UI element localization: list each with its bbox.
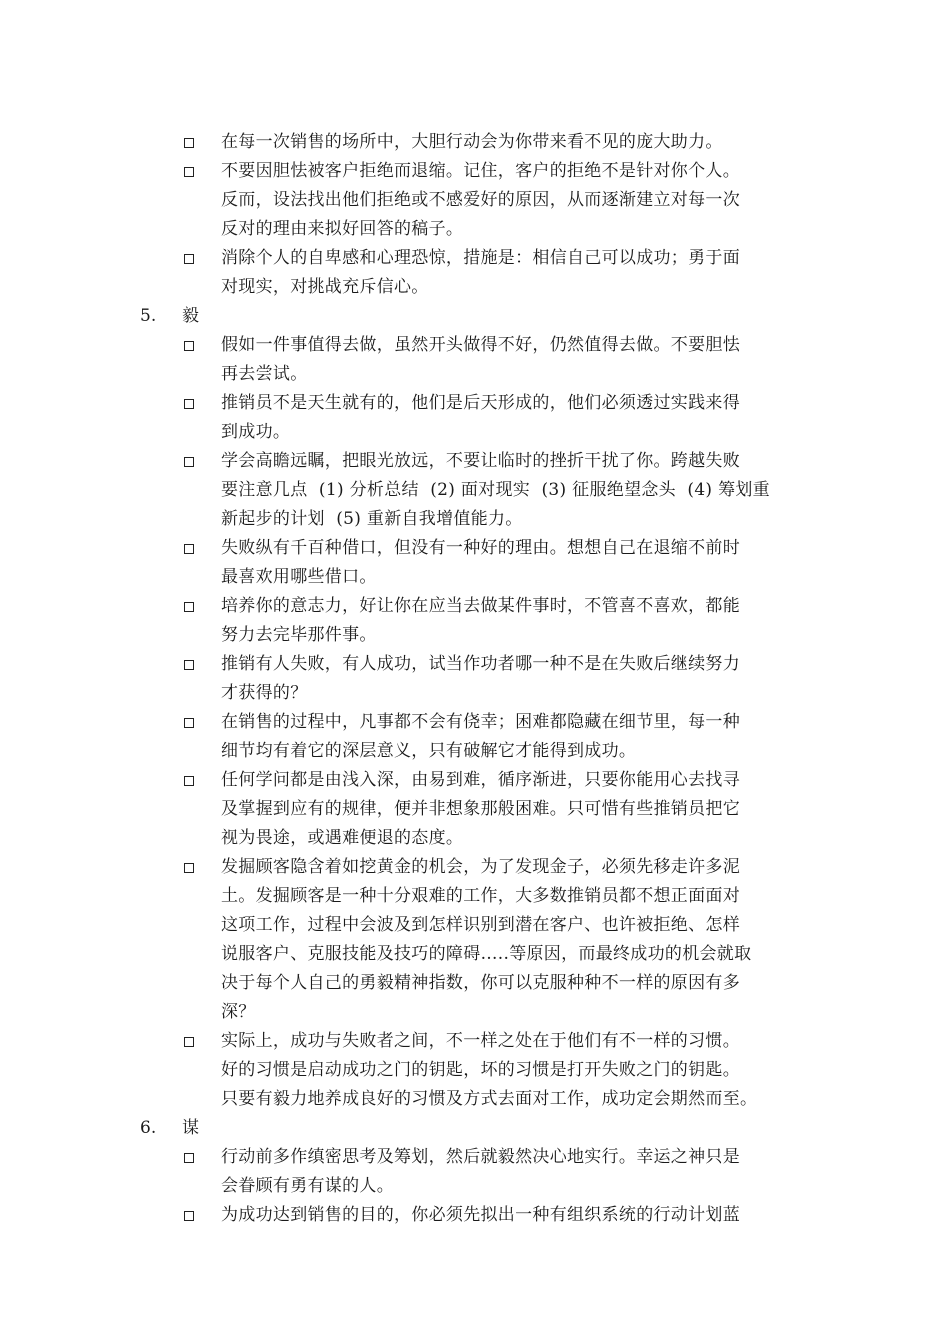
text-line: 会眷顾有勇有谋的人。	[221, 1176, 394, 1196]
text-line: 说服客户、克服技能及技巧的障碍…..等原因，而最终成功的机会就取	[221, 944, 752, 964]
bullet-text	[221, 157, 811, 244]
bullet-text	[221, 708, 811, 766]
square-bullet-icon	[184, 1153, 194, 1163]
text-line: 发掘顾客隐含着如挖黄金的机会，为了发现金子，必须先移走许多泥	[221, 857, 740, 877]
text-line: 决于每个人自己的勇毅精神指数，你可以克服种种不一样的原因有多	[221, 973, 740, 993]
square-bullet-icon	[184, 718, 194, 728]
bullet-text	[221, 853, 811, 1027]
text-line: 行动前多作缜密思考及筹划，然后就毅然决心地实行。幸运之神只是	[221, 1147, 740, 1167]
bullet-text	[221, 447, 811, 534]
section-title: 谋	[182, 1118, 199, 1138]
square-bullet-icon	[184, 399, 194, 409]
bullet-text	[221, 650, 811, 708]
text-line: 到成功。	[221, 422, 291, 442]
text-line: 新起步的计划 (5) 重新自我增值能力。	[221, 509, 523, 529]
section-number: 5.	[140, 306, 157, 326]
text-line: 再去尝试。	[221, 364, 308, 384]
bullet-text	[221, 1201, 811, 1230]
bullet-text	[221, 1027, 811, 1114]
text-line: 对现实，对挑战充斥信心。	[221, 277, 429, 297]
text-line: 在销售的过程中，凡事都不会有侥幸；困难都隐藏在细节里，每一种	[221, 712, 740, 732]
text-line: 深？	[221, 1002, 256, 1022]
text-line: 消除个人的自卑感和心理恐惊，措施是：相信自己可以成功；勇于面	[221, 248, 740, 268]
square-bullet-icon	[184, 602, 194, 612]
text-line: 细节均有着它的深层意义，只有破解它才能得到成功。	[221, 741, 637, 761]
square-bullet-icon	[184, 1037, 194, 1047]
text-line: 假如一件事值得去做，虽然开头做得不好，仍然值得去做。不要胆怯	[221, 335, 740, 355]
text-line: 在每一次销售的场所中，大胆行动会为你带来看不见的庞大助力。	[221, 132, 723, 152]
text-line: 失败纵有千百种借口，但没有一种好的理由。想想自己在退缩不前时	[221, 538, 740, 558]
text-line: 不要因胆怯被客户拒绝而退缩。记住，客户的拒绝不是针对你个人。	[221, 161, 740, 181]
bullet-text	[221, 534, 811, 592]
text-line: 视为畏途，或遇难便退的态度。	[221, 828, 464, 848]
text-line: 任何学问都是由浅入深，由易到难，循序渐进，只要你能用心去找寻	[221, 770, 740, 790]
text-line: 土。发掘顾客是一种十分艰难的工作，大多数推销员都不想正面面对	[221, 886, 740, 906]
square-bullet-icon	[184, 1211, 194, 1221]
section-number: 6.	[140, 1118, 157, 1138]
text-line: 实际上，成功与失败者之间，不一样之处在于他们有不一样的习惯。	[221, 1031, 740, 1051]
square-bullet-icon	[184, 254, 194, 264]
text-line: 好的习惯是启动成功之门的钥匙，坏的习惯是打开失败之门的钥匙。	[221, 1060, 740, 1080]
text-line: 培养你的意志力，好让你在应当去做某件事时，不管喜不喜欢，都能	[221, 596, 740, 616]
bullet-text	[221, 389, 811, 447]
square-bullet-icon	[184, 544, 194, 554]
section-title: 毅	[182, 306, 199, 326]
square-bullet-icon	[184, 457, 194, 467]
bullet-text	[221, 1143, 811, 1201]
bullet-text	[221, 331, 811, 389]
square-bullet-icon	[184, 138, 194, 148]
bullet-text	[221, 766, 811, 853]
text-line: 为成功达到销售的目的，你必须先拟出一种有组织系统的行动计划蓝	[221, 1205, 740, 1225]
text-line: 反而，设法找出他们拒绝或不感爱好的原因，从而逐渐建立对每一次	[221, 190, 740, 210]
square-bullet-icon	[184, 660, 194, 670]
text-line: 反对的理由来拟好回答的稿子。	[221, 219, 464, 239]
bullet-text	[221, 244, 811, 302]
square-bullet-icon	[184, 167, 194, 177]
text-line: 才获得的？	[221, 683, 308, 703]
text-line: 及掌握到应有的规律，便并非想象那般困难。只可惜有些推销员把它	[221, 799, 740, 819]
text-line: 推销员不是天生就有的，他们是后天形成的，他们必须透过实践来得	[221, 393, 740, 413]
square-bullet-icon	[184, 863, 194, 873]
text-line: 推销有人失败，有人成功，试当作功者哪一种不是在失败后继续努力	[221, 654, 740, 674]
square-bullet-icon	[184, 776, 194, 786]
bullet-text	[221, 128, 811, 157]
text-line: 这项工作，过程中会波及到怎样识别到潜在客户、也许被拒绝、怎样	[221, 915, 740, 935]
bullet-text	[221, 592, 811, 650]
text-line: 最喜欢用哪些借口。	[221, 567, 377, 587]
text-line: 要注意几点 (1) 分析总结 (2) 面对现实 (3) 征服绝望念头 (4) 筹划重	[221, 480, 770, 500]
text-line: 学会高瞻远瞩，把眼光放远，不要让临时的挫折干扰了你。跨越失败	[221, 451, 740, 471]
text-line: 努力去完毕那件事。	[221, 625, 377, 645]
square-bullet-icon	[184, 341, 194, 351]
text-line: 只要有毅力地养成良好的习惯及方式去面对工作，成功定会期然而至。	[221, 1089, 758, 1109]
